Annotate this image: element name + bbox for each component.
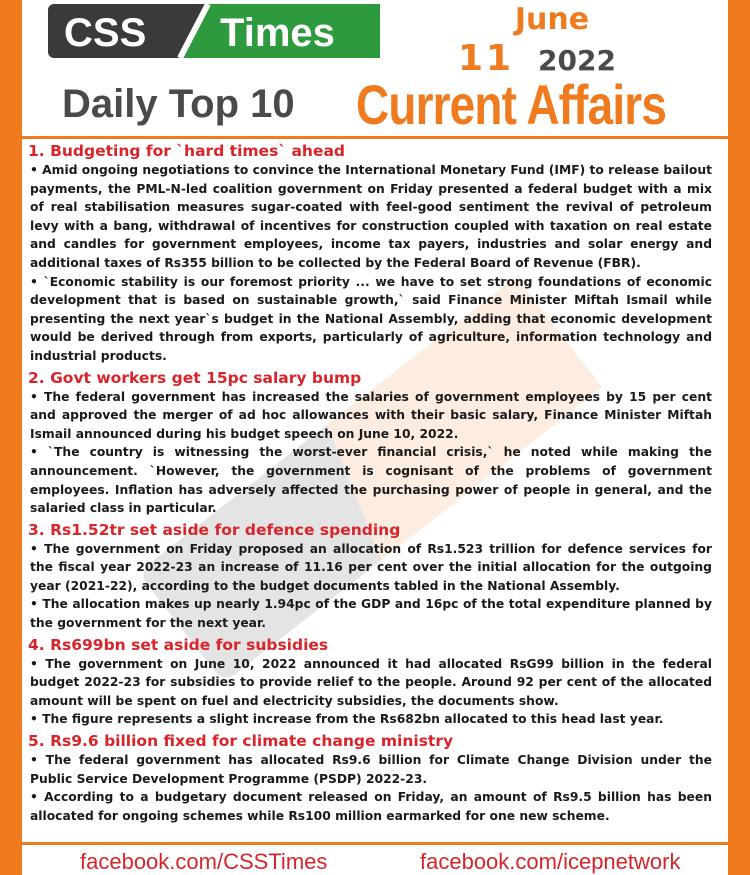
footer-divider	[22, 842, 728, 845]
news-item-title: 4. Rs699bn set aside for subsidies	[28, 635, 329, 654]
date-year: 2022	[538, 44, 616, 77]
news-item-1	[28, 141, 712, 366]
news-item-3	[28, 520, 712, 633]
news-item-5	[28, 731, 712, 825]
news-item-title: 1. Budgeting for `hard times` ahead	[28, 142, 346, 160]
news-item-bullet: • The federal government has allocated Rs9.6 billion for Climate Change Division under the Public Service Development Programme (PSDP) 2022-23.	[30, 753, 712, 786]
news-item-4	[28, 635, 712, 729]
news-item-title: 5. Rs9.6 billion fixed for climate change ministry	[28, 732, 454, 751]
date-day: 11	[458, 38, 515, 79]
news-list	[28, 141, 712, 827]
news-item-bullet: • `The country is witnessing the worst-ever financial crisis,` he noted while making the announcement. `However, the government is cognisant of the problems of government employees. Inflation has adversely affected the purchasing power of people in general, and the salaried class in particular.	[30, 445, 712, 516]
news-item-bullet: • The allocation makes up nearly 1.94pc of the GDP and 16pc of the total expenditure planned by the government for the next year.	[30, 597, 712, 631]
news-item-bullet: • The government on Friday proposed an allocation of Rs1.523 trillion for defence services for the fiscal year 2022-23 an increase of 11.16 per cent over the initial allocation for the outgoing year (2021-22), according to the budget documents tabled in the National Assembly.	[30, 541, 712, 593]
news-item-bullet: • Amid ongoing negotiations to convince the International Monetary Fund (IMF) to release bailout payments, the PML-N-led coalition government on Friday presented a federal budget with a mix of real stabilisation measures sugar-coated with feel-good sentiment the revival of petroleum levy with a bang, withdrawal of incentives for construction coupled with taxation on real estate and candles for government employees, income tax payers, industries and solar energy and additional taxes of Rs355 billion to be collected by the Federal Board of Revenue (FBR).	[30, 163, 712, 270]
logo-right-text: Times	[220, 11, 335, 55]
header-divider	[22, 136, 728, 139]
news-item-title: 2. Govt workers get 15pc salary bump	[28, 368, 362, 387]
news-item-2	[28, 368, 712, 518]
news-item-bullet: • The federal government has increased the salaries of government employees by 15 per cent and approved the merger of ad hoc allowances with their basic salary, Finance Minister Miftah Ismail announced during his budget speech on June 10, 2022.	[30, 389, 712, 441]
title-main: Current Affairs	[356, 73, 667, 136]
logo-graphic	[48, 2, 380, 60]
footer-link-icepnetwork[interactable]: facebook.com/icepnetwork	[420, 849, 681, 874]
footer-link-csstimes[interactable]: facebook.com/CSSTimes	[80, 849, 328, 874]
news-item-bullet: • `Economic stability is our foremost priority ... we have to set strong foundations of economic development that is based on sustainable growth,` said Finance Minister Miftah Ismail while presenting the next year`s budget in the National Assembly, adding that economic development would be derived through from exports, particularly of agriculture, information technology and industrial products.	[30, 274, 712, 363]
news-item-bullet: • The government on June 10, 2022 announced it had allocated RsG99 billion in the federal budget 2022-23 for subsidies to provide relief to the people. Around 92 per cent of the allocated amount will be spent on fuel and electricity subsidies, the documents show.	[30, 656, 712, 708]
news-item-title: 3. Rs1.52tr set aside for defence spending	[28, 520, 401, 539]
logo-left-text: CSS	[64, 11, 147, 55]
title-prefix: Daily Top 10	[62, 82, 295, 126]
date-month: June	[514, 2, 590, 37]
news-item-bullet: • According to a budgetary document released on Friday, an amount of Rs9.5 billion has been allocated for ongoing schemes while Rs100 million earmarked for one new scheme.	[30, 790, 712, 823]
css-times-logo	[48, 2, 380, 60]
news-item-bullet: • The figure represents a slight increase from the Rs682bn allocated to this head last year.	[30, 712, 664, 727]
